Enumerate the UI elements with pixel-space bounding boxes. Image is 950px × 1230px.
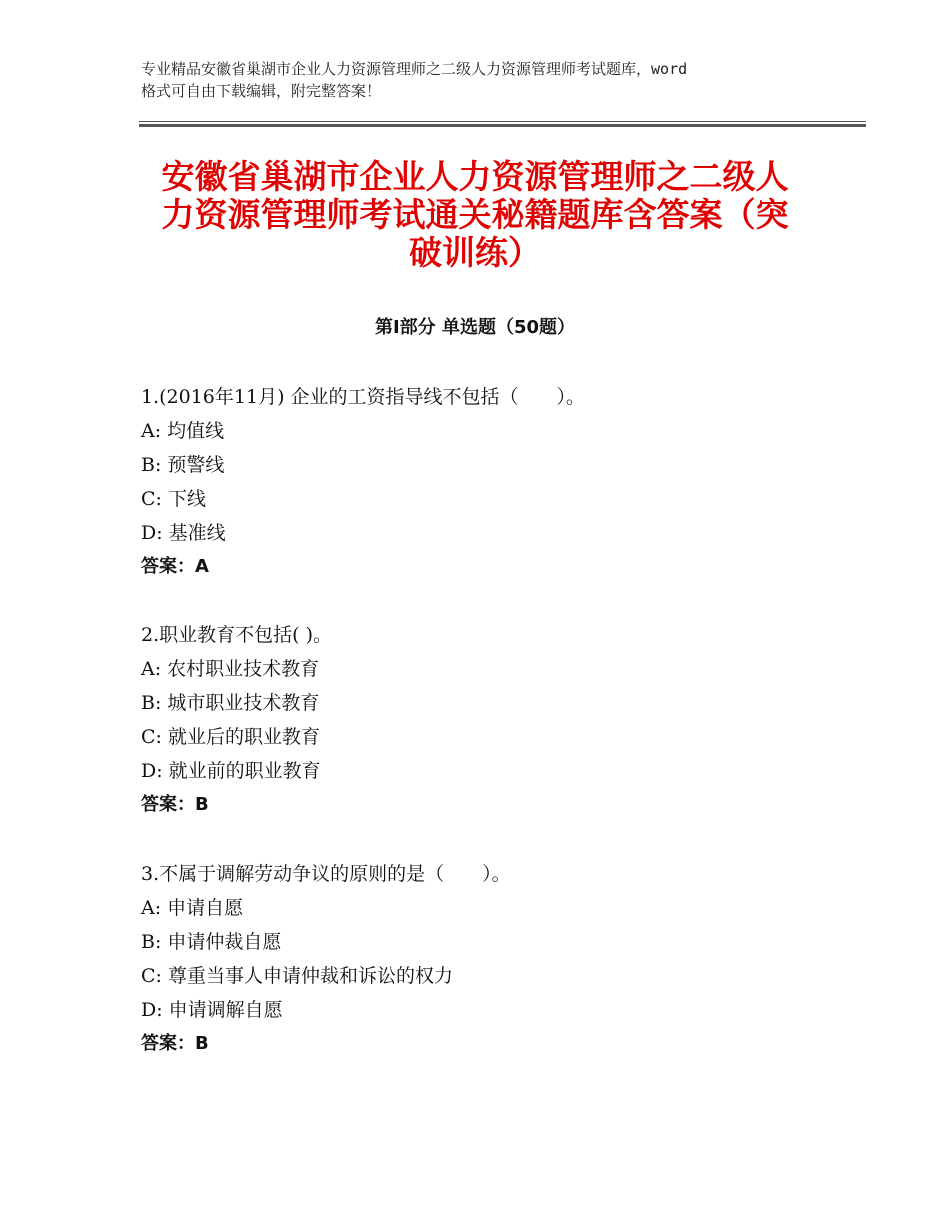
- option-a: A: 均值线: [141, 420, 225, 442]
- option-a: A: 申请自愿: [141, 897, 244, 919]
- question-3: [141, 862, 841, 1066]
- header-divider-thick: [139, 124, 866, 127]
- option-b: B: 城市职业技术教育: [141, 692, 320, 714]
- option-b: B: 预警线: [141, 454, 225, 476]
- option-c: C: 尊重当事人申请仲裁和诉讼的权力: [141, 965, 453, 987]
- option-d: D: 基准线: [141, 522, 226, 544]
- header-note: [141, 58, 821, 102]
- answer-label: 答案：B: [141, 1033, 209, 1054]
- header-note-line-1: 专业精品安徽省巢湖市企业人力资源管理师之二级人力资源管理师考试题库，word: [141, 60, 688, 78]
- question-stem: 2.职业教育不包括( )。: [141, 624, 332, 646]
- document-title: [120, 158, 830, 272]
- option-b: B: 申请仲裁自愿: [141, 931, 282, 953]
- question-2: [141, 623, 841, 827]
- title-line-3: 破训练）: [409, 233, 541, 272]
- question-stem: 3.不属于调解劳动争议的原则的是（ ）。: [141, 863, 511, 885]
- title-line-1: 安徽省巢湖市企业人力资源管理师之二级人: [161, 157, 789, 196]
- header-divider-thin: [139, 121, 866, 122]
- question-1: [141, 385, 841, 589]
- title-line-2: 力资源管理师考试通关秘籍题库含答案（突: [161, 195, 789, 234]
- answer-label: 答案：B: [141, 794, 209, 815]
- option-d: D: 就业前的职业教育: [141, 760, 321, 782]
- header-note-line-2: 格式可自由下载编辑，附完整答案！: [141, 82, 382, 100]
- option-c: C: 下线: [141, 488, 206, 510]
- section-title: 第Ⅰ部分 单选题（50题）: [374, 317, 575, 338]
- option-c: C: 就业后的职业教育: [141, 726, 320, 748]
- option-d: D: 申请调解自愿: [141, 999, 283, 1021]
- question-stem: 1.(2016年11月) 企业的工资指导线不包括（ ）。: [141, 386, 586, 408]
- option-a: A: 农村职业技术教育: [141, 658, 320, 680]
- answer-label: 答案：A: [141, 556, 209, 577]
